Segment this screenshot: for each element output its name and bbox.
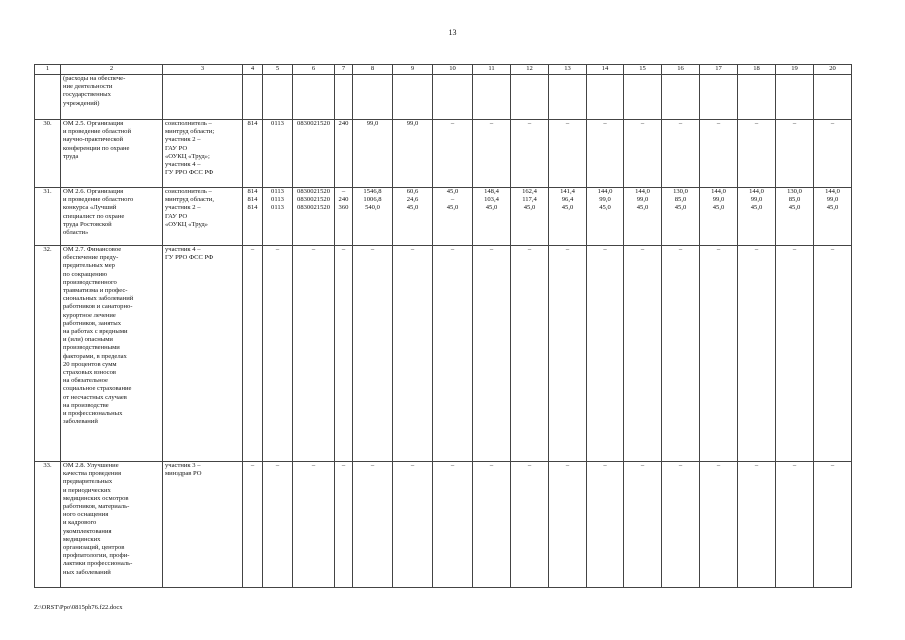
value-cell: [433, 120, 473, 188]
column-number: 16: [662, 65, 700, 75]
cell-value: –: [450, 462, 455, 469]
cell-value: –: [370, 246, 375, 253]
value-cell: [738, 75, 776, 120]
cell-value: –: [565, 246, 570, 253]
cell-value: 240: [338, 120, 349, 127]
header-row: [35, 65, 852, 75]
value-cell: [293, 75, 335, 120]
column-number: 19: [776, 65, 814, 75]
activity-name: [61, 188, 163, 246]
cell-value: –: [830, 462, 835, 469]
cell-value: 99,0: [750, 196, 763, 204]
value-cell: [814, 246, 852, 462]
cell-value: 45,0: [446, 188, 459, 195]
value-cell: [393, 246, 433, 462]
value-cell: [738, 120, 776, 188]
cell-value: 540,0: [365, 204, 380, 212]
column-number: 8: [353, 65, 393, 75]
cell-value: –: [830, 246, 835, 253]
cell-value: –: [370, 462, 375, 469]
executor: [163, 462, 243, 588]
cell-value: –: [640, 246, 645, 253]
value-cell: [511, 120, 549, 188]
cell-value: 45,0: [788, 204, 801, 212]
cell-value: –: [489, 462, 494, 469]
executor-text: участник 4 – ГУ РРО ФСС РФ: [165, 246, 214, 262]
cell-value: 130,0: [673, 188, 688, 195]
activity-name-text: ОМ 2.7. Финансовое обеспечение преду- предительных мер по сокращению производственного травматизма и профес- сиональных заболеваний работников и санаторно- курортное лечение работников, занятых на работах с вредными и (или) опасными производственными факторами, в пределах 20 процентов сумм страховых взносов на обязательное социальное страхование от несчастных случаев на производстве и профессиональных заболеваний: [63, 246, 134, 426]
activity-name-text: ОМ 2.5. Организация и проведение областной научно-практической конференции по охране труда: [63, 120, 131, 160]
cell-value: 99,0: [712, 196, 725, 204]
cell-value: –: [527, 246, 532, 253]
cell-value: 45,0: [485, 204, 498, 212]
value-cell: [700, 120, 738, 188]
cell-value: 144,0: [597, 188, 613, 195]
activity-name: [61, 462, 163, 588]
cell-value: –: [311, 462, 316, 469]
executor-text: соисполнитель – минтруд области, участник 2 – ГАУ РО «ОУКЦ «Труд»: [165, 188, 214, 228]
value-cell: [293, 462, 335, 588]
column-number: 20: [814, 65, 852, 75]
cell-value: 45,0: [446, 204, 459, 212]
cell-value: 1546,8: [363, 188, 382, 195]
cell-value: 360: [338, 204, 349, 212]
value-cell: [335, 246, 353, 462]
value-cell: [335, 120, 353, 188]
executor-text: участник 3 – минздрав РО: [165, 462, 202, 478]
value-cell: [549, 120, 587, 188]
executor: [163, 75, 243, 120]
table-row: [35, 188, 852, 246]
value-cell: [776, 188, 814, 246]
cell-value: 99,0: [599, 196, 611, 204]
value-cell: [473, 462, 511, 588]
column-number: 17: [700, 65, 738, 75]
executor-text: соисполнитель – минтруд области; участник 2 – ГАУ РО «ОУКЦ «Труд»; участник 4 – ГУ РРО ФСС РФ: [165, 120, 215, 177]
cell-value: 45,0: [599, 204, 611, 212]
column-number: 10: [433, 65, 473, 75]
activity-name: [61, 75, 163, 120]
value-cell: [353, 75, 393, 120]
value-cell: [549, 462, 587, 588]
row-number: 30.: [35, 120, 61, 188]
value-cell: [243, 246, 263, 462]
cell-value: –: [565, 462, 570, 469]
value-cell: [263, 246, 293, 462]
value-cell: [624, 246, 662, 462]
cell-value: –: [678, 462, 683, 469]
value-cell: [587, 75, 624, 120]
value-cell: [293, 120, 335, 188]
value-cell: [263, 462, 293, 588]
cell-value: 814: [247, 188, 258, 195]
table-row: [35, 120, 852, 188]
value-cell: [549, 75, 587, 120]
value-cell: [624, 462, 662, 588]
activity-name-text: ОМ 2.6. Организация и проведение областного конкурса «Лучший специалист по охране труда Ростовской области»: [63, 188, 134, 237]
value-cell: [624, 75, 662, 120]
column-number: 9: [393, 65, 433, 75]
value-cell: [433, 462, 473, 588]
value-cell: [263, 120, 293, 188]
value-cell: [624, 120, 662, 188]
table-row: [35, 462, 852, 588]
cell-value: –: [527, 120, 532, 127]
row-number: 31.: [35, 188, 61, 246]
value-cell: [776, 246, 814, 462]
value-cell: [433, 75, 473, 120]
column-number: 15: [624, 65, 662, 75]
executor: [163, 188, 243, 246]
row-number: 33.: [35, 462, 61, 588]
value-cell: [814, 120, 852, 188]
cell-value: –: [489, 120, 494, 127]
executor: [163, 246, 243, 462]
cell-value: –: [754, 246, 759, 253]
cell-value: –: [716, 462, 721, 469]
cell-value: –: [341, 246, 346, 253]
column-number: 5: [263, 65, 293, 75]
cell-value: 45,0: [674, 204, 687, 212]
value-cell: [587, 188, 624, 246]
column-number: 14: [587, 65, 624, 75]
value-cell: [700, 462, 738, 588]
cell-value: –: [489, 246, 494, 253]
cell-value: 45,0: [523, 204, 536, 212]
cell-value: 0113: [271, 188, 284, 195]
cell-value: –: [341, 188, 346, 195]
column-number: 7: [335, 65, 353, 75]
value-cell: [738, 246, 776, 462]
value-cell: [776, 462, 814, 588]
value-cell: [353, 188, 393, 246]
value-cell: [293, 246, 335, 462]
table-row: [35, 246, 852, 462]
cell-value: 45,0: [561, 204, 574, 212]
value-cell: [393, 120, 433, 188]
cell-value: –: [603, 462, 607, 469]
value-cell: [243, 120, 263, 188]
cell-value: 144,0: [825, 188, 840, 195]
column-number: 1: [35, 65, 61, 75]
value-cell: [587, 246, 624, 462]
page-number: 13: [448, 28, 457, 37]
value-cell: [433, 246, 473, 462]
cell-value: –: [311, 246, 316, 253]
cell-value: 45,0: [406, 204, 419, 212]
cell-value: 144,0: [711, 188, 726, 195]
cell-value: –: [565, 120, 570, 127]
value-cell: [263, 75, 293, 120]
cell-value: 240: [338, 196, 349, 204]
cell-value: 85,0: [674, 196, 687, 204]
cell-value: –: [716, 246, 721, 253]
cell-value: 45,0: [636, 204, 649, 212]
cell-value: 103,4: [484, 196, 499, 204]
cell-value: –: [792, 246, 797, 253]
activity-name: [61, 246, 163, 462]
cell-value: 814: [247, 196, 258, 204]
cell-value: –: [716, 120, 721, 127]
cell-value: 0113: [271, 120, 284, 127]
value-cell: [662, 188, 700, 246]
value-cell: [473, 188, 511, 246]
cell-value: 45,0: [750, 204, 763, 212]
cell-value: –: [792, 462, 797, 469]
value-cell: [263, 188, 293, 246]
value-cell: [700, 75, 738, 120]
cell-value: 24,6: [406, 196, 419, 204]
cell-value: 0113: [271, 196, 284, 204]
cell-value: –: [250, 462, 255, 469]
cell-value: –: [603, 120, 607, 127]
value-cell: [662, 246, 700, 462]
cell-value: –: [250, 246, 255, 253]
column-number: 6: [293, 65, 335, 75]
cell-value: 45,0: [826, 204, 839, 212]
value-cell: [776, 120, 814, 188]
cell-value: –: [450, 196, 455, 204]
activity-name-text: ОМ 2.8. Улучшение качества проведения предварительных и периодических медицинских осмотров работников, материаль- ного оснащения и кадрового укомплектования медицинских организаций, центров профпатологии, профи- лактики профессиональ- ных заболеваний: [63, 462, 133, 576]
budget-table: [34, 64, 852, 588]
value-cell: [662, 462, 700, 588]
cell-value: –: [678, 246, 683, 253]
value-cell: [549, 246, 587, 462]
value-cell: [335, 188, 353, 246]
value-cell: [662, 75, 700, 120]
cell-value: –: [275, 462, 280, 469]
value-cell: [393, 188, 433, 246]
value-cell: [393, 462, 433, 588]
value-cell: [473, 75, 511, 120]
cell-value: 162,4: [522, 188, 537, 195]
value-cell: [814, 462, 852, 588]
cell-value: 117,4: [522, 196, 537, 204]
cell-value: –: [450, 246, 455, 253]
cell-value: 99,0: [826, 196, 839, 204]
column-number: 12: [511, 65, 549, 75]
value-cell: [814, 188, 852, 246]
value-cell: [662, 120, 700, 188]
cell-value: 85,0: [788, 196, 801, 204]
cell-value: 130,0: [787, 188, 802, 195]
value-cell: [353, 462, 393, 588]
cell-value: –: [527, 462, 532, 469]
column-number: 4: [243, 65, 263, 75]
cell-value: –: [341, 462, 346, 469]
table-row: [35, 75, 852, 120]
cell-value: 99,0: [406, 120, 419, 127]
cell-value: –: [410, 246, 415, 253]
row-number: 32.: [35, 246, 61, 462]
value-cell: [776, 75, 814, 120]
value-cell: [738, 188, 776, 246]
value-cell: [511, 462, 549, 588]
value-cell: [243, 462, 263, 588]
column-number: 13: [549, 65, 587, 75]
value-cell: [293, 188, 335, 246]
value-cell: [738, 462, 776, 588]
cell-value: 45,0: [712, 204, 725, 212]
cell-value: 144,0: [749, 188, 764, 195]
value-cell: [624, 188, 662, 246]
cell-value: 141,4: [560, 188, 575, 195]
cell-value: 814: [247, 120, 258, 127]
value-cell: [243, 75, 263, 120]
value-cell: [700, 188, 738, 246]
activity-name-text: (расходы на обеспече- ние деятельности государственных учреждений): [63, 75, 126, 107]
value-cell: [393, 75, 433, 120]
column-number: 3: [163, 65, 243, 75]
row-number: [35, 75, 61, 120]
value-cell: [700, 246, 738, 462]
value-cell: [473, 246, 511, 462]
cell-value: 99,0: [636, 196, 649, 204]
value-cell: [243, 188, 263, 246]
cell-value: –: [450, 120, 455, 127]
cell-value: –: [678, 120, 683, 127]
column-number: 2: [61, 65, 163, 75]
column-number: 18: [738, 65, 776, 75]
cell-value: 148,4: [484, 188, 499, 195]
value-cell: [511, 246, 549, 462]
value-cell: [335, 462, 353, 588]
column-number: 11: [473, 65, 511, 75]
cell-value: –: [754, 462, 759, 469]
cell-value: 814: [247, 204, 258, 212]
value-cell: [587, 120, 624, 188]
cell-value: 0830021520: [297, 196, 330, 204]
cell-value: 0113: [271, 204, 284, 212]
cell-value: 0830021520: [297, 204, 330, 212]
value-cell: [814, 75, 852, 120]
cell-value: –: [792, 120, 797, 127]
value-cell: [353, 246, 393, 462]
value-cell: [511, 188, 549, 246]
value-cell: [473, 120, 511, 188]
cell-value: 0830021520: [297, 120, 330, 127]
cell-value: 99,0: [366, 120, 379, 127]
cell-value: –: [830, 120, 835, 127]
cell-value: 0830021520: [297, 188, 330, 195]
value-cell: [335, 75, 353, 120]
cell-value: –: [640, 462, 645, 469]
value-cell: [549, 188, 587, 246]
cell-value: –: [410, 462, 415, 469]
cell-value: 96,4: [561, 196, 574, 204]
value-cell: [511, 75, 549, 120]
value-cell: [433, 188, 473, 246]
cell-value: –: [640, 120, 645, 127]
executor: [163, 120, 243, 188]
cell-value: 1006,8: [363, 196, 382, 204]
value-cell: [353, 120, 393, 188]
cell-value: 144,0: [635, 188, 650, 195]
document-path: Z:\ORST\Ppo\0815ph76.f22.docx: [34, 604, 123, 611]
cell-value: –: [603, 246, 607, 253]
cell-value: –: [754, 120, 759, 127]
value-cell: [587, 462, 624, 588]
cell-value: –: [275, 246, 280, 253]
activity-name: [61, 120, 163, 188]
cell-value: 60,6: [406, 188, 419, 195]
